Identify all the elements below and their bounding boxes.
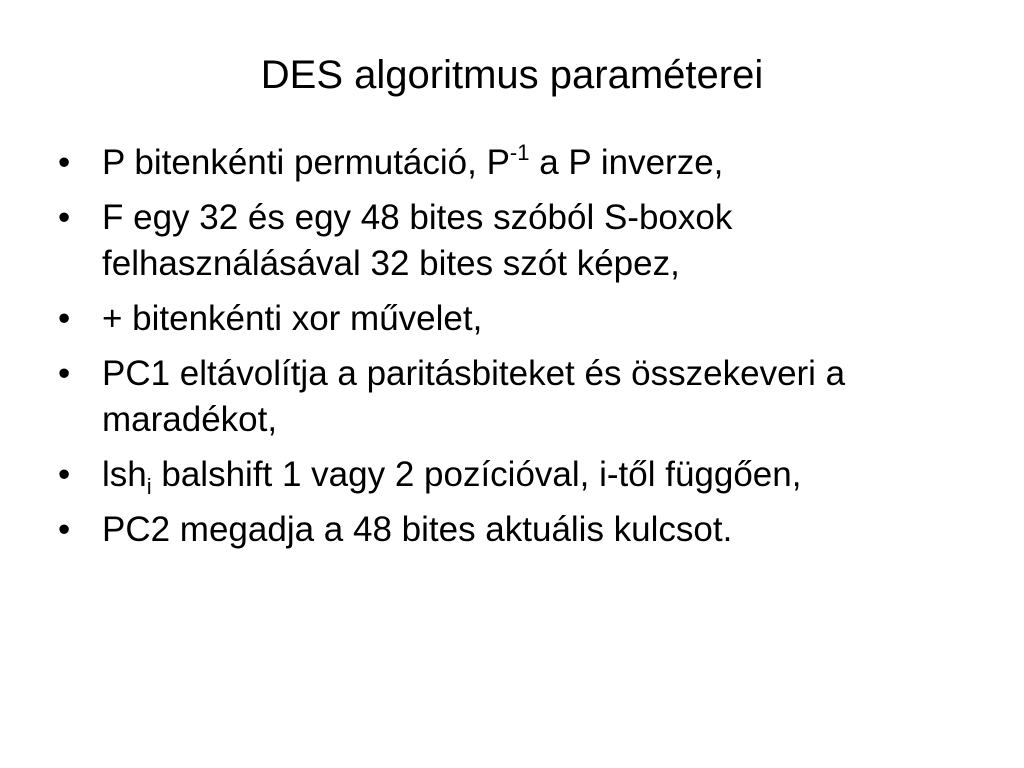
superscript: -1	[509, 140, 530, 165]
bullet-text: + bitenkénti xor művelet,	[102, 299, 483, 338]
bullet-icon: •	[58, 143, 71, 182]
bullet-text: F egy 32 és egy 48 bites szóból S-boxok felhasználásával 32 bites szót képez,	[102, 198, 733, 283]
bullet-text: PC2 megadja a 48 bites aktuális kulcsot.	[102, 510, 733, 549]
bullet-item-inverse-permutation	[58, 140, 978, 186]
bullet-icon: •	[58, 198, 71, 237]
bullet-icon: •	[58, 354, 71, 393]
bullet-item-f-function	[58, 195, 978, 287]
bullet-text-part: balshift 1 vagy 2 pozícióval, i-től függően,	[151, 455, 802, 494]
bullet-icon: •	[58, 510, 71, 549]
bullet-item-pc1	[58, 351, 978, 443]
bullet-text-part: P bitenkénti permutáció, P	[102, 143, 510, 182]
bullet-text-part: a P inverze,	[529, 143, 724, 182]
bullet-text-part: lsh	[102, 455, 147, 494]
bullet-item-xor	[58, 296, 978, 342]
bullet-icon: •	[58, 299, 71, 338]
bullet-item-pc2	[58, 507, 978, 553]
slide-title: DES algoritmus paraméterei	[260, 53, 764, 97]
bullet-text: PC1 eltávolítja a paritásbiteket és összekeveri a maradékot,	[102, 354, 846, 439]
bullet-icon: •	[58, 455, 71, 494]
bullet-list	[58, 140, 978, 562]
subscript: i	[146, 474, 152, 499]
bullet-item-lsh	[58, 452, 978, 498]
